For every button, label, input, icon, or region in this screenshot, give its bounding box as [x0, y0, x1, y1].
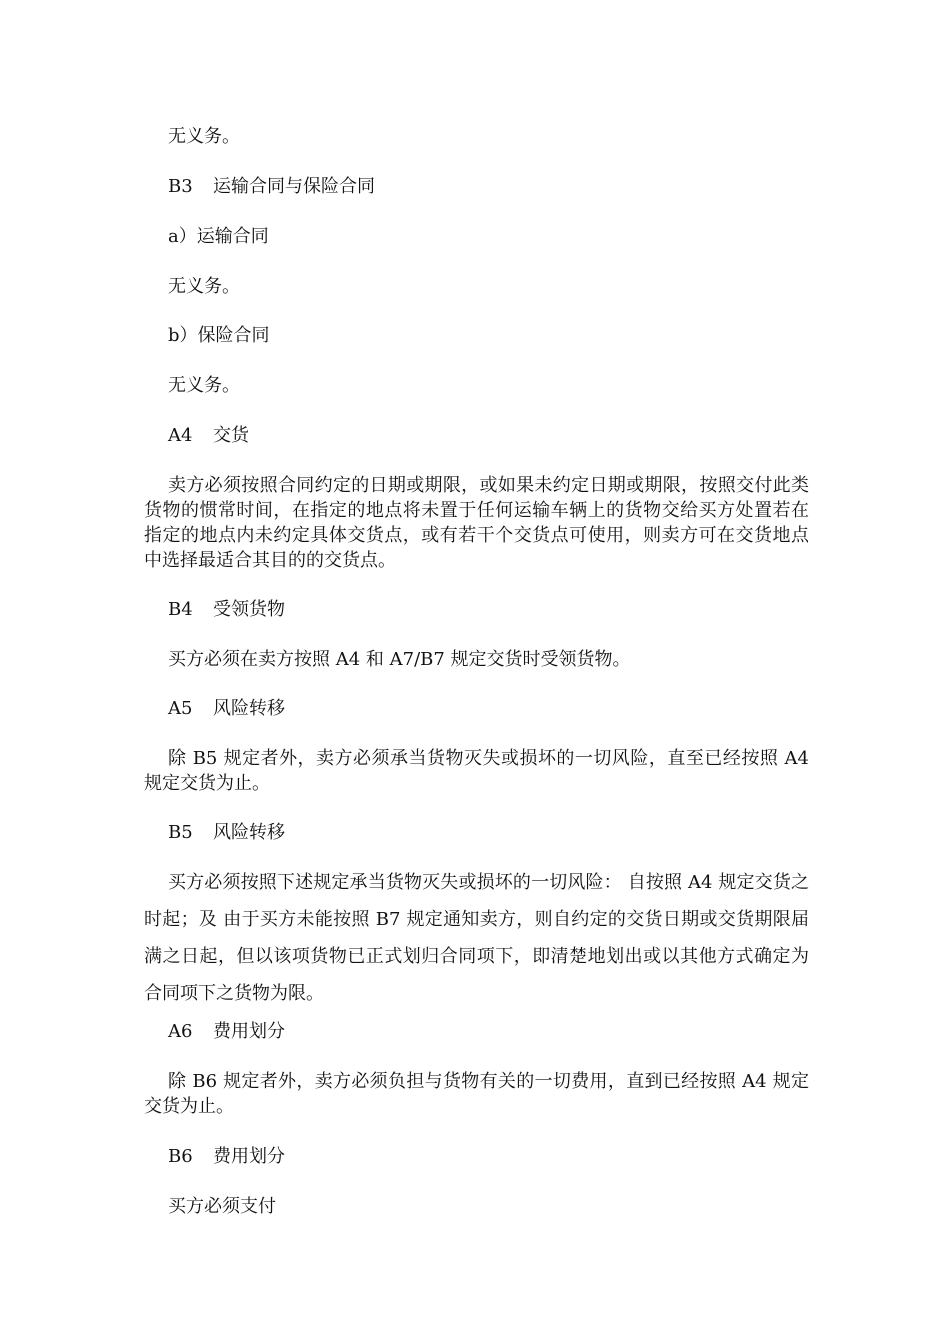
paragraph-b6: 买方必须支付 [168, 1196, 276, 1217]
clause-code: A4 [168, 425, 193, 446]
paragraph-a6: 除 B6 规定者外，卖方必须负担与货物有关的一切费用，直到已经按照 A4 规定交货为止。 [144, 1071, 809, 1117]
heading-b3 [168, 174, 375, 199]
clause-code: A5 [168, 698, 193, 719]
heading-a5 [168, 696, 285, 721]
clause-title: 费用划分 [213, 1021, 285, 1042]
heading-b5 [168, 820, 285, 845]
heading-b6 [168, 1144, 285, 1169]
paragraph-no-obligation-1: 无义务。 [168, 126, 240, 147]
heading-a6 [168, 1019, 285, 1044]
paragraph-a5: 除 B5 规定者外，卖方必须承当货物灭失或损坏的一切风险，直至已经按照 A4 规定交货为止。 [144, 748, 809, 794]
clause-title: 风险转移 [213, 698, 285, 719]
clause-title: 运输合同与保险合同 [213, 176, 375, 197]
clause-title: 风险转移 [213, 822, 285, 843]
paragraph-no-obligation-2: 无义务。 [168, 276, 240, 297]
clause-title: 受领货物 [213, 599, 285, 620]
heading-b4 [168, 597, 285, 622]
paragraph-b4: 买方必须在卖方按照 A4 和 A7/B7 规定交货时受领货物。 [168, 649, 631, 670]
subheading-b3-a: a）运输合同 [168, 226, 269, 247]
clause-code: A6 [168, 1021, 193, 1042]
paragraph-a4: 卖方必须按照合同约定的日期或期限，或如果未约定日期或期限，按照交付此类货物的惯常时间，在指定的地点将未置于任何运输车辆上的货物交给买方处置若在指定的地点内未约定具体交货点，或有若干个交货点可使用，则卖方可在交货地点中选择最适合其目的的交货点。 [144, 475, 809, 571]
paragraph-no-obligation-3: 无义务。 [168, 375, 240, 396]
clause-code: B6 [168, 1146, 193, 1167]
paragraph-b5: 买方必须按照下述规定承当货物灭失或损坏的一切风险： 自按照 A4 规定交货之时起；及 由于买方未能按照 B7 规定通知卖方，则自约定的交货日期或交货期限届满之日起，但以该项货物已正式划归合同项下，即清楚地划出或以其他方式确定为合同项下之货物为限。 [144, 872, 809, 1004]
clause-code: B3 [168, 176, 193, 197]
heading-a4 [168, 423, 249, 448]
clause-code: B4 [168, 599, 193, 620]
subheading-b3-b: b）保险合同 [168, 325, 270, 346]
clause-code: B5 [168, 822, 193, 843]
clause-title: 费用划分 [213, 1146, 285, 1167]
clause-title: 交货 [213, 425, 249, 446]
